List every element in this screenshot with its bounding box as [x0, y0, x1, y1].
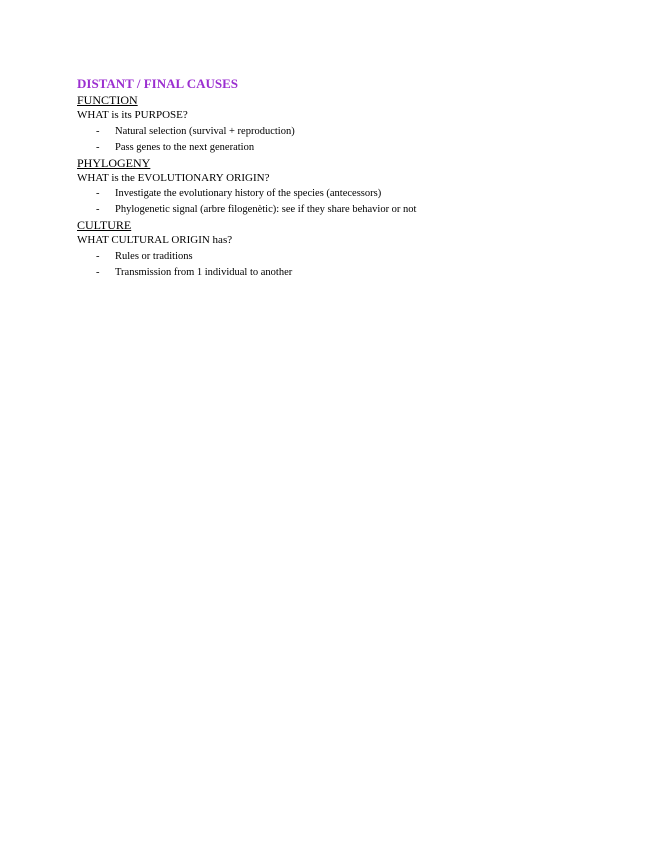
- section-phylogeny: [77, 156, 617, 219]
- bullet-marker: -: [96, 204, 100, 215]
- section-question: WHAT is the EVOLUTIONARY ORIGIN?: [77, 171, 270, 184]
- bullet-list: [77, 124, 617, 156]
- section-heading: CULTURE: [77, 218, 132, 232]
- list-item: [77, 124, 617, 140]
- bullet-marker: -: [96, 188, 100, 199]
- list-item-text: Rules or traditions: [115, 250, 193, 262]
- bullet-marker: -: [96, 250, 100, 262]
- document-title: DISTANT / FINAL CAUSES: [77, 76, 238, 91]
- list-item-text: Natural selection (survival + reproduction): [115, 125, 295, 137]
- bullet-marker: -: [96, 141, 100, 153]
- list-item: [77, 249, 617, 265]
- section-function: [77, 93, 617, 156]
- bullet-list: [77, 249, 617, 281]
- list-item-text: Transmission from 1 individual to another: [115, 266, 293, 278]
- list-item: [77, 186, 617, 202]
- list-item: [77, 202, 617, 218]
- bullet-marker: -: [96, 266, 100, 278]
- list-item-text: Phylogenetic signal (arbre filogenètic): see if they share behavior or not: [115, 204, 417, 215]
- section-culture: [77, 218, 617, 281]
- section-heading: PHYLOGENY: [77, 155, 151, 170]
- list-item: [77, 265, 617, 281]
- list-item-text: Investigate the evolutionary history of the species (antecessors): [115, 188, 382, 199]
- list-item: [77, 140, 617, 156]
- section-question: WHAT is its PURPOSE?: [77, 109, 188, 121]
- bullet-marker: -: [96, 125, 100, 137]
- document-body: [77, 76, 617, 281]
- section-question: WHAT CULTURAL ORIGIN has?: [77, 234, 233, 246]
- bullet-list: [77, 186, 617, 218]
- section-heading: FUNCTION: [77, 93, 138, 107]
- list-item-text: Pass genes to the next generation: [115, 141, 255, 153]
